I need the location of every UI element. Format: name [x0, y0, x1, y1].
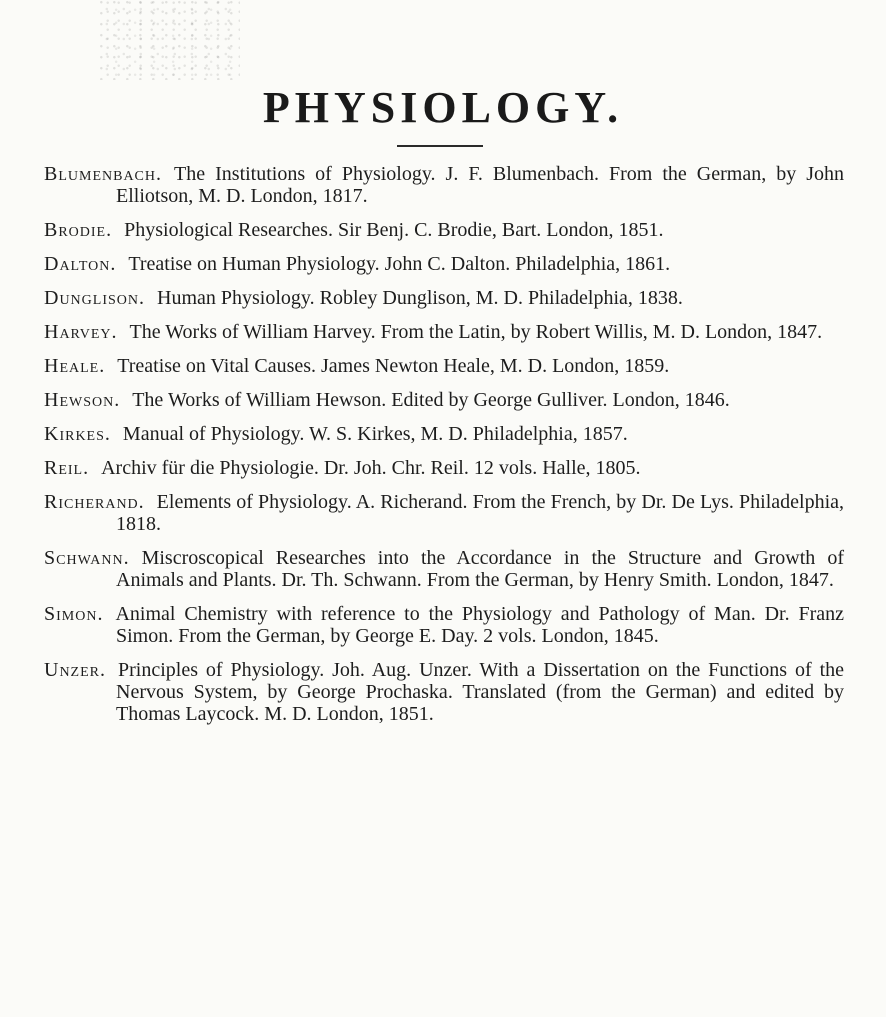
list-item	[44, 659, 844, 725]
entry-author: Unzer.	[44, 659, 106, 681]
list-item	[44, 287, 844, 309]
list-item	[44, 355, 844, 377]
entry-author: Simon.	[44, 603, 104, 625]
entry-text: Treatise on Human Physiology. John C. Dalton. Philadelphia, 1861.	[128, 253, 671, 275]
paper-speckle	[100, 0, 240, 80]
entry-author: Hewson.	[44, 389, 121, 411]
entry-author: Kirkes.	[44, 423, 111, 445]
list-item	[44, 423, 844, 445]
entry-author: Blumenbach.	[44, 163, 163, 185]
list-item	[44, 219, 844, 241]
list-item	[44, 163, 844, 207]
entry-author: Dunglison.	[44, 287, 145, 309]
entry-author: Heale.	[44, 355, 106, 377]
list-item	[44, 547, 844, 591]
entry-text: Physiological Researches. Sir Benj. C. Brodie, Bart. London, 1851.	[124, 219, 664, 241]
entry-author: Brodie.	[44, 219, 113, 241]
entry-text: Elements of Physiology. A. Richerand. From the French, by Dr. De Lys. Philadelphia, 1818.	[116, 491, 844, 535]
list-item	[44, 389, 844, 411]
entry-author: Schwann.	[44, 547, 130, 569]
title-rule	[397, 145, 483, 147]
bibliography-list	[44, 163, 844, 737]
list-item	[44, 603, 844, 647]
entry-text: Animal Chemistry with reference to the Physiology and Pathology of Man. Dr. Franz Simon. From the German, by George E. Day. 2 vols. London, 1845.	[115, 603, 844, 647]
entry-text: The Works of William Harvey. From the Latin, by Robert Willis, M. D. London, 1847.	[129, 321, 823, 343]
entry-text: Principles of Physiology. Joh. Aug. Unzer. With a Dissertation on the Functions of the Nervous System, by George Prochaska. Translated (from the German) and edited by Thomas Laycock. M. D. London, 1851.	[116, 659, 844, 725]
list-item	[44, 321, 844, 343]
list-item	[44, 253, 844, 275]
entry-author: Harvey.	[44, 321, 118, 343]
list-item	[44, 457, 844, 479]
entry-author: Dalton.	[44, 253, 117, 275]
list-item	[44, 491, 844, 535]
entry-author: Richerand.	[44, 491, 145, 513]
entry-text: The Institutions of Physiology. J. F. Blumenbach. From the German, by John Elliotson, M. D. London, 1817.	[116, 163, 844, 207]
entry-author: Reil.	[44, 457, 90, 479]
entry-text: Manual of Physiology. W. S. Kirkes, M. D. Philadelphia, 1857.	[122, 423, 628, 445]
page-title: PHYSIOLOGY.	[262, 83, 624, 132]
entry-text: The Works of William Hewson. Edited by George Gulliver. London, 1846.	[132, 389, 730, 411]
entry-text: Archiv für die Physiologie. Dr. Joh. Chr. Reil. 12 vols. Halle, 1805.	[101, 457, 641, 479]
entry-text: Human Physiology. Robley Dunglison, M. D. Philadelphia, 1838.	[157, 287, 683, 309]
entry-text: Treatise on Vital Causes. James Newton Heale, M. D. London, 1859.	[117, 355, 670, 377]
entry-text: Miscroscopical Researches into the Accordance in the Structure and Growth of Animals and Plants. Dr. Th. Schwann. From the German, by Henry Smith. London, 1847.	[116, 547, 844, 591]
